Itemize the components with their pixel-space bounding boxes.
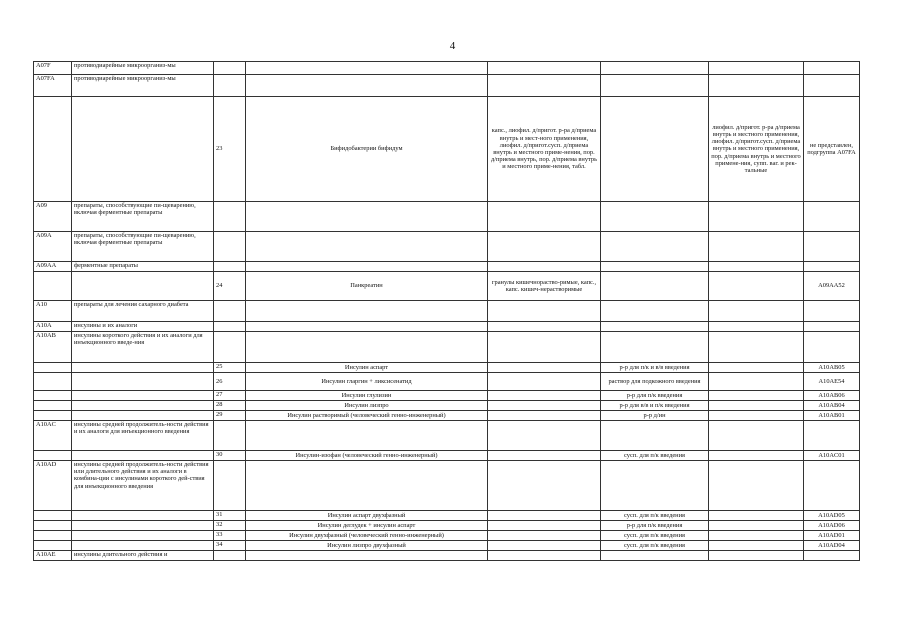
drug-name: Бифидобактерии бифидум [246, 97, 488, 202]
drug-name: Панкреатин [246, 272, 488, 301]
dosage-forms: раствор для подкожного введения [601, 373, 709, 391]
atc-code: A10AB01 [804, 411, 860, 421]
dosage-forms: р-р для п/к введения [601, 521, 709, 531]
dosage-forms: сусп. для п/к введения [601, 531, 709, 541]
table-row [34, 411, 860, 421]
table-row [34, 531, 860, 541]
table-row [34, 75, 860, 97]
page-number: 4 [449, 40, 456, 52]
atc-code: A10AE [34, 551, 72, 561]
table-row [34, 401, 860, 411]
drug-name: Инсулин лизпро двухфазный [246, 541, 488, 551]
atc-code: A10AD05 [804, 511, 860, 521]
note: не представлен, подгруппа A07FA [804, 97, 860, 202]
table-row [34, 97, 860, 202]
table-row [34, 461, 860, 511]
group-name: противодиарейные микроорганиз-мы [72, 75, 214, 97]
drug-name: Инсулин гларгин + ликсисенатид [246, 373, 488, 391]
table-row [34, 62, 860, 75]
group-name: инсулины средней продолжитель-ности действия или длительного действия и их аналоги в комбина-ции с инсулинами короткого дей-ствия для инъекционного введения [72, 461, 214, 511]
atc-code: A09AA52 [804, 272, 860, 301]
dosage-forms: гранулы кишечнораство-римые, капс., капс. кишеч-нерастворимые [488, 272, 601, 301]
dosage-forms: сусп. для п/к введения [601, 511, 709, 521]
atc-code: A10AC01 [804, 451, 860, 461]
group-name: препараты, способствующие пи-щеварению, включая ферментные препараты [72, 232, 214, 262]
atc-code: A10AB06 [804, 391, 860, 401]
atc-code: A10AE54 [804, 373, 860, 391]
dosage-forms: р-р д/ин [601, 411, 709, 421]
drug-name: Инсулин аспарт двухфазный [246, 511, 488, 521]
atc-code: A07F [34, 62, 72, 75]
table-row [34, 272, 860, 301]
atc-code: A10AD01 [804, 531, 860, 541]
atc-code: A10A [34, 322, 72, 332]
drug-list-table [33, 61, 860, 561]
drug-name: Инсулин растворимый (человеческий генно-инженерный) [246, 411, 488, 421]
row-number: 28 [214, 401, 246, 411]
table-row [34, 511, 860, 521]
drug-name: Инсулин двухфазный (человеческий генно-инженерный) [246, 531, 488, 541]
group-name: ферментные препараты [72, 262, 214, 272]
drug-name: Инсулин глулизин [246, 391, 488, 401]
atc-code: A10AC [34, 421, 72, 451]
row-number: 32 [214, 521, 246, 531]
table-row [34, 421, 860, 451]
row-number: 29 [214, 411, 246, 421]
dosage-forms: сусп. для п/к введения [601, 451, 709, 461]
dosage-forms: р-р для в/в и п/к введения [601, 401, 709, 411]
atc-code: A10AB05 [804, 363, 860, 373]
row-number: 25 [214, 363, 246, 373]
row-number: 26 [214, 373, 246, 391]
group-name: препараты, способствующие пи-щеварению, включая ферментные препараты [72, 202, 214, 232]
group-name: инсулины длительного действия и [72, 551, 214, 561]
group-name: инсулины короткого действия и их аналоги для инъекционного введе-ния [72, 332, 214, 363]
group-name: противодиарейные микроорганиз-мы [72, 62, 214, 75]
atc-code: A09 [34, 202, 72, 232]
row-number: 23 [214, 97, 246, 202]
drug-name: Инсулин лизпро [246, 401, 488, 411]
dosage-forms: р-р для п/к введения [601, 391, 709, 401]
atc-code: A10AB [34, 332, 72, 363]
row-number: 24 [214, 272, 246, 301]
drug-name: Инсулин-изофан (человеческий генно-инженерный) [246, 451, 488, 461]
table-row [34, 322, 860, 332]
dosage-forms-alt: лиофил. д/пригот. р-ра д/приема внутрь и местного применения, лиофил. д/пригот.сусп. д/приема внутрь и местного применения, пор. д/приема внутрь и местного примене-ния, супп. ваг. и рек-тальные [709, 97, 804, 202]
atc-code: A07FA [34, 75, 72, 97]
row-number: 31 [214, 511, 246, 521]
drug-name: Инсулин аспарт [246, 363, 488, 373]
row-number: 33 [214, 531, 246, 541]
atc-code: A10AD [34, 461, 72, 511]
atc-code: A10AD06 [804, 521, 860, 531]
atc-code: A09A [34, 232, 72, 262]
table-row [34, 301, 860, 322]
dosage-forms: капс., лиофил. д/пригот. р-ра д/приема внутрь и мест-ного применения, лиофил. д/пригот.сусп. д/приема внутрь и местного приме-нения, пор. д/приема внутрь, пор. д/приема внутрь и местного приме-нения, табл. [488, 97, 601, 202]
dosage-forms: сусп. для п/к введения [601, 541, 709, 551]
table-row [34, 363, 860, 373]
atc-code: A10 [34, 301, 72, 322]
table-row [34, 541, 860, 551]
group-name: инсулины и их аналоги [72, 322, 214, 332]
table-row [34, 232, 860, 262]
table-row [34, 551, 860, 561]
group-name: инсулины средней продолжитель-ности действия и их аналоги для инъекционного введения [72, 421, 214, 451]
drug-name: Инсулин деглудек + инсулин аспарт [246, 521, 488, 531]
atc-code: A10AD04 [804, 541, 860, 551]
table-row [34, 391, 860, 401]
table-row [34, 451, 860, 461]
atc-code: A09AA [34, 262, 72, 272]
table-row [34, 373, 860, 391]
row-number: 30 [214, 451, 246, 461]
row-number: 34 [214, 541, 246, 551]
row-number: 27 [214, 391, 246, 401]
atc-code: A10AB04 [804, 401, 860, 411]
table-row [34, 262, 860, 272]
group-name: препараты для лечения сахарного диабета [72, 301, 214, 322]
table-row [34, 521, 860, 531]
table-row [34, 202, 860, 232]
dosage-forms: р-р для п/к и в/в введения [601, 363, 709, 373]
table-row [34, 332, 860, 363]
